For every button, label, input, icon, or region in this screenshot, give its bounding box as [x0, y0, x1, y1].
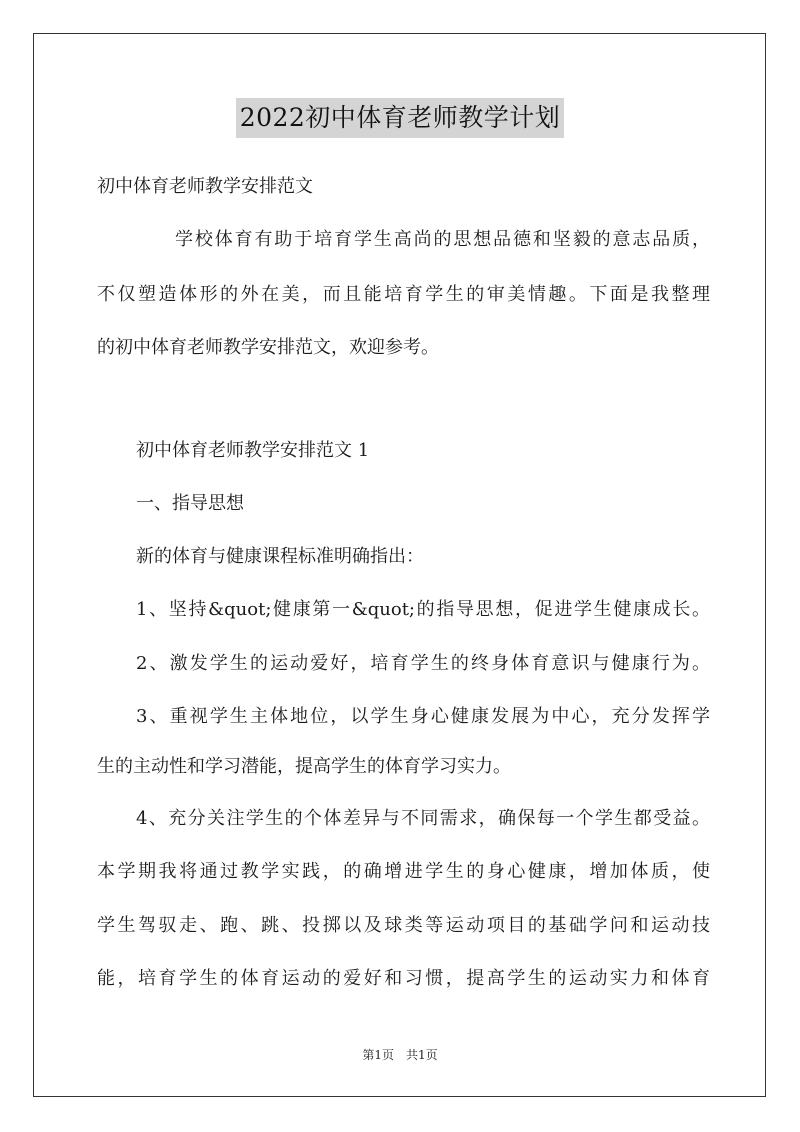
- point-3-line-2: 生的主动性和学习潜能，提高学生的体育学习实力。: [97, 756, 511, 777]
- body-line-3: 能，培育学生的体育运动的爱好和习惯，提高学生的运动实力和体育: [97, 968, 710, 989]
- title-container: [0, 98, 800, 138]
- part-heading: 一、指导思想: [136, 493, 244, 514]
- point-4: 4、充分关注学生的个体差异与不同需求，确保每一个学生都受益。: [136, 808, 710, 829]
- lead-sentence: 新的体育与健康课程标准明确指出：: [136, 546, 424, 567]
- intro-line-2: 不仅塑造体形的外在美，而且能培育学生的审美情趣。下面是我整理: [97, 284, 710, 305]
- body-line-2: 学生驾驭走、跑、跳、投掷以及球类等运动项目的基础学问和运动技: [97, 915, 710, 936]
- page-number-footer: 第1页 共1页: [362, 1048, 438, 1062]
- section-heading: 初中体育老师教学安排范文 1: [136, 440, 370, 461]
- intro-line-1: 学校体育有助于培育学生高尚的思想品德和坚毅的意志品质，: [175, 229, 710, 250]
- point-3-line-1: 3、重视学生主体地位，以学生身心健康发展为中心，充分发挥学: [136, 706, 710, 727]
- point-1: 1、坚持&quot;健康第一&quot;的指导思想，促进学生健康成长。: [136, 599, 710, 620]
- document-title: 2022初中体育老师教学计划: [236, 98, 565, 138]
- point-2: 2、激发学生的运动爱好，培育学生的终身体育意识与健康行为。: [136, 653, 710, 674]
- subtitle: 初中体育老师教学安排范文: [97, 176, 313, 197]
- intro-line-3: 的初中体育老师教学安排范文，欢迎参考。: [97, 337, 439, 358]
- body-line-1: 本学期我将通过教学实践，的确增进学生的身心健康，增加体质，使: [97, 861, 710, 882]
